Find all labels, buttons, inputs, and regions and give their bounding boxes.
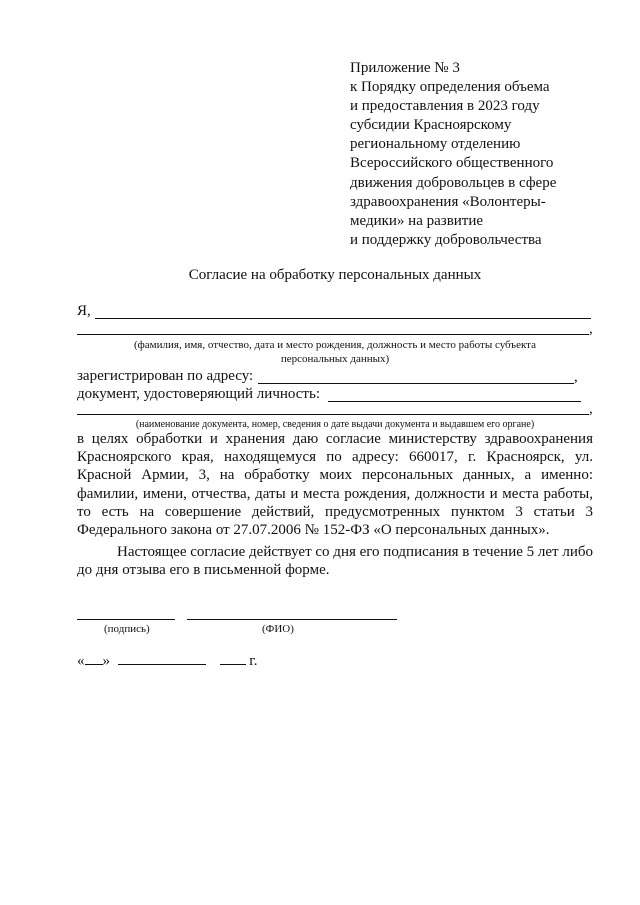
month-field[interactable] (118, 664, 206, 665)
name-hint-2: персональных данных) (280, 353, 390, 365)
year-suffix: г. (249, 653, 258, 669)
annex-line: к Порядку определения объема (350, 79, 550, 96)
year-field[interactable] (220, 664, 246, 665)
document-field-line-2[interactable] (77, 414, 589, 415)
date-close-quote: » (102, 653, 110, 669)
annex-line: субсидии Красноярскому (350, 117, 512, 134)
document-field-line-1[interactable] (328, 401, 581, 402)
signature-label: (подпись) (104, 623, 150, 635)
consent-paragraph: в целях обработки и хранения даю согласие министерству здравоохранения Красноярского края, находящемуся по адресу: 660017, г. Красноярск, ул. Красной Армии, 3, на обработку моих персональных данных, а именно: фамилии, имени, отчества, даты и места рождения, должности и места работы, то есть на совершение действий, предусмотренных пунктом 3 статьи 3 Федерального закона от 27.07.2006 № 152-ФЗ «О персональных данных». (77, 431, 593, 539)
comma: , (574, 369, 578, 385)
document-hint: (наименование документа, номер, сведения о дате выдачи документа и выдавшем его органе) (135, 419, 535, 430)
annex-line: Всероссийского общественного (350, 155, 554, 172)
annex-line: Приложение № 3 (350, 60, 460, 76)
day-field[interactable] (85, 664, 103, 665)
consent-body (77, 430, 593, 580)
date-row (77, 653, 257, 670)
comma: , (589, 321, 593, 337)
document-title: Согласие на обработку персональных данных (188, 267, 482, 283)
name-hint-1: (фамилия, имя, отчество, дата и место рождения, должность и место работы субъекта (134, 339, 536, 351)
annex-line: региональному отделению (350, 136, 521, 153)
annex-line: здравоохранения «Волонтеры- (350, 193, 546, 210)
document-label: документ, удостоверяющий личность: (77, 386, 320, 402)
annex-line: и поддержку добровольчества (350, 231, 542, 248)
name-field-line-2[interactable] (77, 334, 589, 335)
annex-line: движения добровольцев в сфере (350, 174, 557, 191)
signature-field[interactable] (77, 619, 175, 620)
address-field[interactable] (258, 383, 574, 384)
annex-header (350, 59, 600, 250)
fio-label: (ФИО) (262, 623, 294, 635)
name-field-line-1[interactable] (95, 318, 591, 319)
date-open-quote: « (77, 653, 85, 669)
i-label: Я, (77, 303, 91, 319)
comma: , (589, 401, 593, 417)
validity-paragraph: Настоящее согласие действует со дня его подписания в течение 5 лет либо до дня отзыва его в письменной форме. (77, 544, 593, 579)
annex-line: медики» на развитие (350, 212, 484, 229)
fio-field[interactable] (187, 619, 397, 620)
annex-line: и предоставления в 2023 году (350, 98, 540, 115)
address-label: зарегистрирован по адресу: (77, 368, 254, 384)
